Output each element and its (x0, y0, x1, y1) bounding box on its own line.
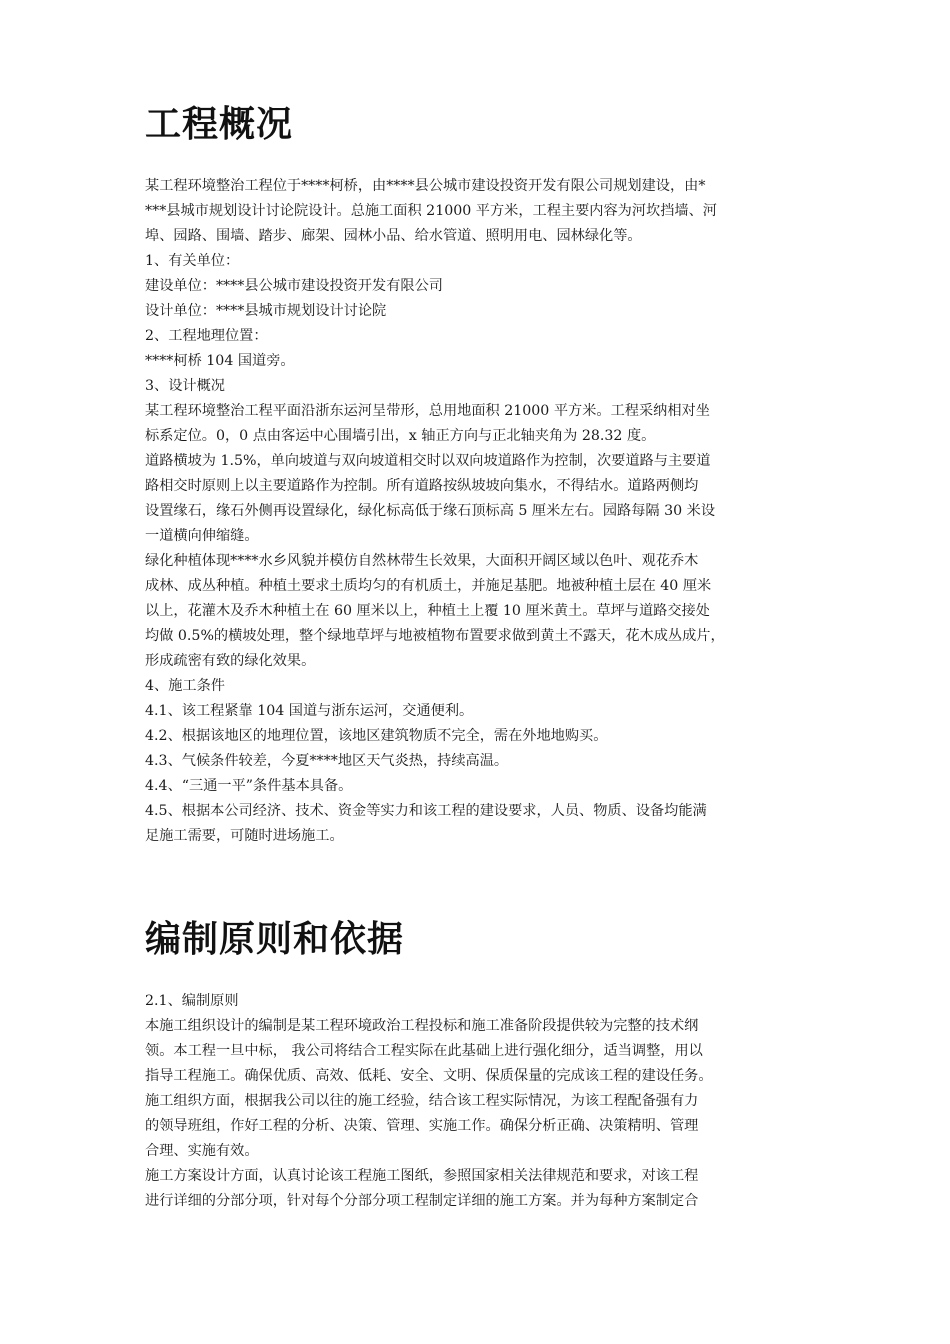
text-line: 的领导班组，作好工程的分析、决策、管理、实施工作。确保分析正确、决策精明、管理 (145, 1118, 699, 1134)
text-line: 4.5、根据本公司经济、技术、资金等实力和该工程的建设要求，人员、物质、设备均能满 (145, 803, 707, 819)
text-line: 4.4、“三通一平”条件基本具备。 (145, 778, 353, 794)
text-line: 4、施工条件 (145, 678, 225, 694)
text-line: 标系定位。0，0 点由客运中心围墙引出，x 轴正方向与正北轴夹角为 28.32 度。 (145, 428, 656, 444)
text-line: 绿化种植体现****水乡风貌并模仿自然林带生长效果，大面积开阔区域以色叶、观花乔木 (145, 553, 699, 569)
text-line: 以上，花灌木及乔木种植土在 60 厘米以上，种植土上覆 10 厘米黄土。草坪与道路交接处 (145, 603, 710, 619)
text-line: 道路横坡为 1.5%，单向坡道与双向坡道相交时以双向坡道路作为控制，次要道路与主要道 (145, 453, 711, 469)
text-line: 建设单位：****县公城市建设投资开发有限公司 (145, 278, 443, 294)
text-line: 本施工组织设计的编制是某工程环境政治工程投标和施工准备阶段提供较为完整的技术纲 (145, 1018, 699, 1034)
text-line: 设置缘石，缘石外侧再设置绿化，绿化标高低于缘石顶标高 5 厘米左右。园路每隔 30 米设 (145, 503, 716, 519)
text-line: 一道横向伸缩缝。 (145, 528, 259, 544)
text-line: 均做 0.5%的横坡处理，整个绿地草坪与地被植物布置要求做到黄土不露天，花木成丛成片， (145, 628, 725, 644)
text-line: 形成疏密有致的绿化效果。 (145, 653, 316, 669)
text-line: ****柯桥 104 国道旁。 (145, 353, 295, 369)
text-line: 合理、实施有效。 (145, 1143, 259, 1159)
text-line: ***县城市规划设计讨论院设计。总施工面积 21000 平方米，工程主要内容为河坎挡墙、河 (145, 203, 717, 219)
text-line: 指导工程施工。确保优质、高效、低耗、安全、文明、保质保量的完成该工程的建设任务。 (145, 1068, 713, 1084)
text-line: 3、设计概况 (145, 378, 225, 394)
text-line: 2.1、编制原则 (145, 993, 239, 1009)
text-line: 施工组织方面，根据我公司以往的施工经验，结合该工程实际情况，为该工程配备强有力 (145, 1093, 699, 1109)
heading-project-overview: 工程概况 (145, 104, 294, 145)
section-project-overview-body (145, 174, 817, 849)
text-line: 设计单位：****县城市规划设计讨论院 (145, 303, 387, 319)
text-line: 2、工程地理位置： (145, 328, 268, 344)
text-line: 4.3、气候条件较差，今夏****地区天气炎热，持续高温。 (145, 753, 509, 769)
section-compilation-principles-body (145, 989, 817, 1214)
text-line: 某工程环境整治工程位于****柯桥，由****县公城市建设投资开发有限公司规划建设，由* (145, 178, 706, 194)
text-line: 路相交时原则上以主要道路作为控制。所有道路按纵坡坡向集水，不得结水。道路两侧均 (145, 478, 699, 494)
text-line: 1、有关单位： (145, 253, 240, 269)
text-line: 进行详细的分部分项，针对每个分部分项工程制定详细的施工方案。并为每种方案制定合 (145, 1193, 699, 1209)
heading-compilation-principles: 编制原则和依据 (145, 919, 405, 960)
text-line: 某工程环境整治工程平面沿浙东运河呈带形，总用地面积 21000 平方米。工程采纳相对坐 (145, 403, 710, 419)
text-line: 4.1、该工程紧靠 104 国道与浙东运河，交通便利。 (145, 703, 474, 719)
text-line: 埠、园路、围墙、踏步、廊架、园林小品、给水管道、照明用电、园林绿化等。 (145, 228, 642, 244)
text-line: 4.2、根据该地区的地理位置，该地区建筑物质不完全，需在外地地购买。 (145, 728, 608, 744)
text-line: 施工方案设计方面，认真讨论该工程施工图纸，参照国家相关法律规范和要求，对该工程 (145, 1168, 699, 1184)
text-line: 成林、成丛种植。种植土要求土质均匀的有机质土，并施足基肥。地被种植土层在 40 厘米 (145, 578, 712, 594)
text-line: 领。本工程一旦中标， 我公司将结合工程实际在此基础上进行强化细分，适当调整，用以 (145, 1043, 703, 1059)
text-line: 足施工需要，可随时进场施工。 (145, 828, 344, 844)
